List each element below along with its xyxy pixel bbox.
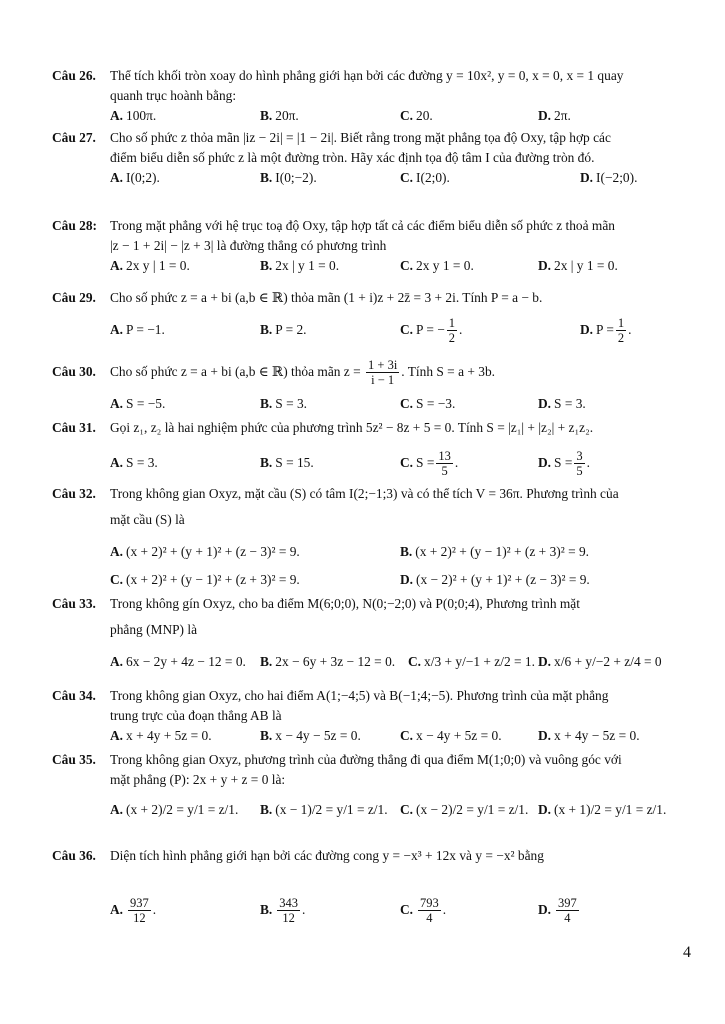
question-text: Gọi z₁, z₂ là hai nghiệm phức của phương trình 5z² − 8z + 5 = 0. Tính S = |z₁| + |z₂| + z₁z₂. <box>110 420 594 435</box>
options <box>110 800 692 820</box>
question-number: Câu 35. <box>52 752 96 767</box>
option-a[interactable]: A. (x + 2)² + (y + 1)² + (z − 3)² = 9. <box>110 544 300 559</box>
option-b[interactable]: B. 2x − 6y + 3z − 12 = 0. <box>260 654 396 669</box>
option-c[interactable]: C. (x − 2)/2 = y/1 = z/1. <box>400 802 529 817</box>
question-30 <box>52 356 692 414</box>
option-c[interactable]: C. 2x y 1 = 0. <box>400 258 474 273</box>
option-d[interactable]: D. S = 3. <box>538 396 586 411</box>
option-b[interactable]: B. (x − 1)/2 = y/1 = z/1. <box>260 802 388 817</box>
question-35 <box>52 750 692 820</box>
option-a[interactable]: A. S = −5. <box>110 396 166 411</box>
option-c[interactable]: C. $\frac{793}{4}$ . <box>400 896 447 926</box>
option-b[interactable]: B. S = 3. <box>260 396 308 411</box>
question-text: Trong mặt phẳng với hệ trục toạ độ Oxy, tập hợp tất cả các điểm biểu diễn số phức z thoả mãn <box>110 218 615 233</box>
options <box>110 314 692 346</box>
question-text: Cho số phức z = a + bi (a,b ∈ ℝ) thỏa mãn (1 + i)z + 2z̄ = 3 + 2i. Tính P = a − b. <box>110 290 543 305</box>
page-number: 4 <box>683 944 691 961</box>
question-32 <box>52 484 692 590</box>
options <box>110 106 692 126</box>
option-b[interactable]: B. P = 2. <box>260 322 307 337</box>
question-28 <box>52 216 692 276</box>
question-26 <box>52 66 692 126</box>
option-b[interactable]: B. x − 4y − 5z = 0. <box>260 728 361 743</box>
question-29 <box>52 288 692 346</box>
question-33 <box>52 594 692 672</box>
option-d[interactable]: D. 2π. <box>538 108 571 123</box>
option-c[interactable]: C. 20. <box>400 108 433 123</box>
question-31 <box>52 418 692 480</box>
question-number: Câu 34. <box>52 688 96 703</box>
option-a[interactable]: A. (x + 2)/2 = y/1 = z/1. <box>110 802 239 817</box>
question-number: Câu 31. <box>52 420 96 435</box>
option-c[interactable]: C. (x + 2)² + (y − 1)² + (z + 3)² = 9. <box>110 572 300 587</box>
option-d[interactable]: D. P = $\frac{1}{2}$ . <box>580 316 632 346</box>
option-b[interactable]: B. (x + 2)² + (y − 1)² + (z + 3)² = 9. <box>400 544 590 559</box>
options <box>110 726 692 746</box>
option-a[interactable]: A. 2x y | 1 = 0. <box>110 258 190 273</box>
option-d[interactable]: D. S = $\frac{3}{5}$ . <box>538 449 590 479</box>
question-text-cont: mặt cầu (S) là <box>110 512 185 527</box>
question-text-cont: điểm biểu diễn số phức z là một đường tròn. Hãy xác định tọa độ tâm I của đường tròn đó. <box>110 150 595 165</box>
option-a[interactable]: A. $\frac{937}{12}$ . <box>110 896 157 926</box>
options <box>110 652 692 672</box>
options <box>110 168 692 188</box>
option-a[interactable]: A. I(0;2). <box>110 170 160 185</box>
option-d[interactable]: D. I(−2;0). <box>580 170 638 185</box>
question-number: Câu 29. <box>52 290 96 305</box>
question-text: Thể tích khối tròn xoay do hình phẳng giới hạn bởi các đường y = 10x², y = 0, x = 0, x = 1 quay <box>110 68 624 83</box>
question-34 <box>52 686 692 746</box>
option-c[interactable]: C. S = $\frac{13}{5}$ . <box>400 449 459 479</box>
options <box>110 542 692 562</box>
option-d[interactable]: D. 2x | y 1 = 0. <box>538 258 618 273</box>
question-27 <box>52 128 692 188</box>
question-text: Trong không gian Oxyz, mặt cầu (S) có tâm I(2;−1;3) và có thể tích V = 36π. Phương trình của <box>110 486 619 501</box>
option-d[interactable]: D. (x + 1)/2 = y/1 = z/1. <box>538 802 667 817</box>
question-text: Trong không gian Oxyz, cho hai điểm A(1;−4;5) và B(−1;4;−5). Phương trình của mặt phẳng <box>110 688 609 703</box>
question-number: Câu 28: <box>52 218 98 233</box>
option-a[interactable]: A. 100π. <box>110 108 157 123</box>
options <box>110 394 692 414</box>
question-text-cont: mặt phẳng (P): 2x + y + z = 0 là: <box>110 772 286 787</box>
option-b[interactable]: B. $\frac{343}{12}$ . <box>260 896 306 926</box>
option-c[interactable]: C. P = − $\frac{1}{2}$ . <box>400 316 463 346</box>
option-d[interactable]: D. x + 4y − 5z = 0. <box>538 728 640 743</box>
question-number: Câu 27. <box>52 130 96 145</box>
question-text-cont: quanh trục hoành bằng: <box>110 88 237 103</box>
option-a[interactable]: A. 6x − 2y + 4z − 12 = 0. <box>110 654 246 669</box>
option-d[interactable]: D. (x − 2)² + (y + 1)² + (z − 3)² = 9. <box>400 572 590 587</box>
option-b[interactable]: B. I(0;−2). <box>260 170 317 185</box>
options <box>110 570 692 590</box>
question-text: Cho số phức z = a + bi (a,b ∈ ℝ) thỏa mãn z = $\frac{1 + 3i}{i - 1}$ . Tính S = a + 3b. <box>110 358 496 388</box>
question-number: Câu 32. <box>52 486 96 501</box>
options <box>110 256 692 276</box>
option-d[interactable]: D. x/6 + y/−2 + z/4 = 0 <box>538 654 662 669</box>
option-a[interactable]: A. S = 3. <box>110 455 158 470</box>
question-text-cont: |z − 1 + 2i| − |z + 3| là đường thẳng có phương trình <box>110 238 387 253</box>
question-number: Câu 33. <box>52 596 96 611</box>
question-text: Cho số phức z thỏa mãn |iz − 2i| = |1 − 2i|. Biết rằng trong mặt phẳng tọa độ Oxy, tập hợp các <box>110 130 611 145</box>
question-36 <box>52 846 692 930</box>
question-number: Câu 30. <box>52 364 96 379</box>
option-c[interactable]: C. S = −3. <box>400 396 456 411</box>
option-a[interactable]: A. x + 4y + 5z = 0. <box>110 728 212 743</box>
question-text: Diện tích hình phẳng giới hạn bởi các đường cong y = −x³ + 12x và y = −x² bằng <box>110 848 544 863</box>
option-b[interactable]: B. 20π. <box>260 108 299 123</box>
option-b[interactable]: B. 2x | y 1 = 0. <box>260 258 340 273</box>
question-text-cont: phẳng (MNP) là <box>110 622 198 637</box>
question-text: Trong không gian Oxyz, phương trình của đường thẳng đi qua điểm M(1;0;0) và vuông góc với <box>110 752 622 767</box>
options <box>110 890 692 930</box>
option-a[interactable]: A. P = −1. <box>110 322 165 337</box>
question-text: Trong không gín Oxyz, cho ba điểm M(6;0;0), N(0;−2;0) và P(0;0;4), Phương trình mặt <box>110 596 580 611</box>
question-number: Câu 36. <box>52 848 96 863</box>
option-c[interactable]: C. x/3 + y/−1 + z/2 = 1. <box>408 654 535 669</box>
option-d[interactable]: D. $\frac{397}{4}$ <box>538 896 577 926</box>
question-number: Câu 26. <box>52 68 96 83</box>
question-text-cont: trung trực của đoạn thẳng AB là <box>110 708 282 723</box>
option-c[interactable]: C. x − 4y + 5z = 0. <box>400 728 502 743</box>
options <box>110 446 692 480</box>
option-b[interactable]: B. S = 15. <box>260 455 314 470</box>
option-c[interactable]: C. I(2;0). <box>400 170 450 185</box>
